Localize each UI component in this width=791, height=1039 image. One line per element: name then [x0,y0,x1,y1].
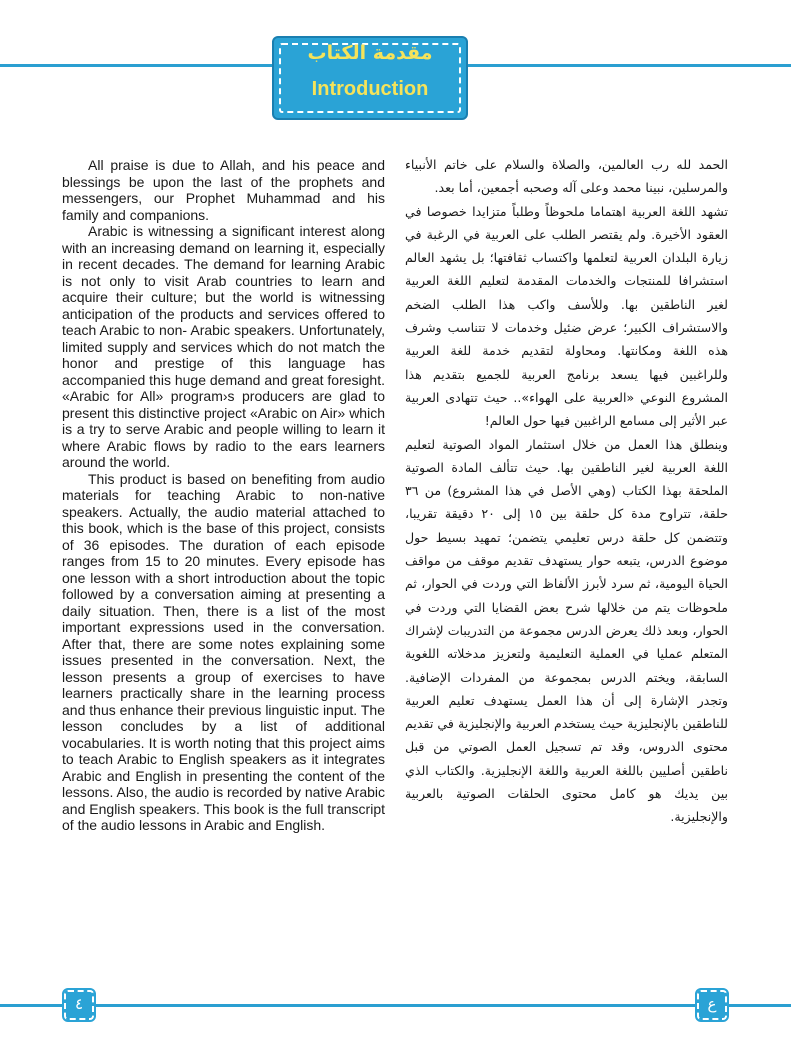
title-badge [272,36,468,120]
arabic-paragraph: الحمد لله رب العالمين، والصلاة والسلام على خاتم الأنبياء والمرسلين، نبينا محمد وعلى آله وصحبه أجمعين، أما بعد. [405,157,728,196]
arabic-paragraph: وينطلق هذا العمل من خلال استثمار المواد الصوتية لتعليم اللغة العربية لغير الناطقين بها. حيث تتألف المادة الصوتية الملحقة بهذا الكتاب (وهي الأصل في هذا المشروع) من ٣٦ حلقة، تتراوح مدة كل حلقة بين ١٥ إلى ٢٠ دقيقة تقريبا، وتتضمن كل حلقة درس تعليمي يتضمن؛ تمهيد بسيط حول موضوع الدرس، يتبعه حوار يستهدف تقديم موقف من مواقف الحياة اليومية، ثم سرد لأبرز الألفاظ التي وردت في الحوار، ثم ملحوظات يتم من خلالها شرح بعض القضايا التي وردت في الحوار، وبعد ذلك يعرض الدرس مجموعة من التدريبات لإشراك المتعلم عمليا في العملية التعليمية ولتعزيز مدخلاته اللغوية السابقة، ويختم الدرس بمجموعة من المفردات الإضافية. وتجدر الإشارة إلى أن هذا العمل يستهدف تعليم العربية للناطقين بالإنجليزية حيث يستخدم العربية والإنجليزية في تقديم محتوى الدروس، وقد تم تسجيل العمل الصوتي من قبل ناطقين أصليين باللغة العربية واللغة الإنجليزية. والكتاب الذي بين يديك هو كامل محتوى الحلقات الصوتية بالعربية والإنجليزية. [405,436,728,825]
page-number-right: ع [697,990,727,1020]
header-rule-left [0,64,272,67]
footer-rule-left [0,1004,62,1007]
arabic-column [405,153,728,829]
page-number-left: ٤ [64,990,94,1020]
header-rule-right [468,64,791,67]
english-paragraph: This product is based on benefiting from audio materials for teaching Arabic to non-native speakers. Actually, the audio material attached to this book, which is the base of this project, consists of 36 episodes. The duration of each episode ranges from 15 to 20 minutes. Every episode has one lesson with a short introduction about the topic followed by a conversation aiming at presenting a daily situation. Then, there is a list of the most important expressions used in the conversation. After that, there are some notes explaining some issues presented in the conversation. Next, the lesson presents a group of exercises to have learners practically share in the learning process and thus enhance their previous linguistic input. The lesson concludes by a list of additional vocabularies. It is worth noting that this project aims to teach Arabic to English speakers as it integrates Arabic and English in presenting the content of the lessons. Also, the audio is recorded by native Arabic and English speakers. This book is the full transcript of the audio lessons in Arabic and English. [62,470,385,833]
arabic-paragraph: تشهد اللغة العربية اهتماما ملحوظاً وطلباً متزايدا خصوصا في العقود الأخيرة. ولم يقتصر الطلب على العربية في الرغبة في زيارة البلدان العربية لتعلمها واكتساب ثقافتها؛ بل يشهد العالم استشرافا للمنتجات والخدمات المقدمة لتعليم اللغة العربية لغير الناطقين بها. وللأسف واكب هذا الطلب الضخم والاستشراف الكبير؛ عرض ضئيل وخدمات لا تتناسب وشرف هذه اللغة ومكانتها. ومحاولة لتقديم خدمة للغة العربية وللراغبين فيها يسعد برنامج العربية للجميع بتقديم هذا المشروع النوعي «العربية على الهواء».. حيث تتهادى العربية عبر الأثير إلى مسامع الراغبين فيها حول العالم! [405,203,728,429]
arabic-title: مقدمة الكتاب [307,42,433,64]
english-paragraph: All praise is due to Allah, and his peace and blessings be upon the last of the prophets and messengers, our Prophet Muhammad and his family and companions. [62,157,385,223]
footer-rule-right [727,1004,791,1007]
english-column [62,157,385,834]
english-paragraph: Arabic is witnessing a significant interest along with an increasing demand on learning it, especially in recent decades. The demand for learning Arabic is not only to visit Arab countries to learn and acquire their culture; but the world is witnessing anticipation of the products and services offered to teach Arabic to non- Arabic speakers. Unfortunately, limited supply and services which do not match the honor and prestige of this language has accompanied this huge demand and great foresight. «Arabic for All» program›s producers are glad to present this distinctive project «Arabic on Air» which is a try to serve Arabic and people willing to learn it where Arabic flows by radio to the ears learners around the world. [62,223,385,470]
english-title: Introduction [311,78,429,100]
footer-rule-middle [94,1004,695,1007]
